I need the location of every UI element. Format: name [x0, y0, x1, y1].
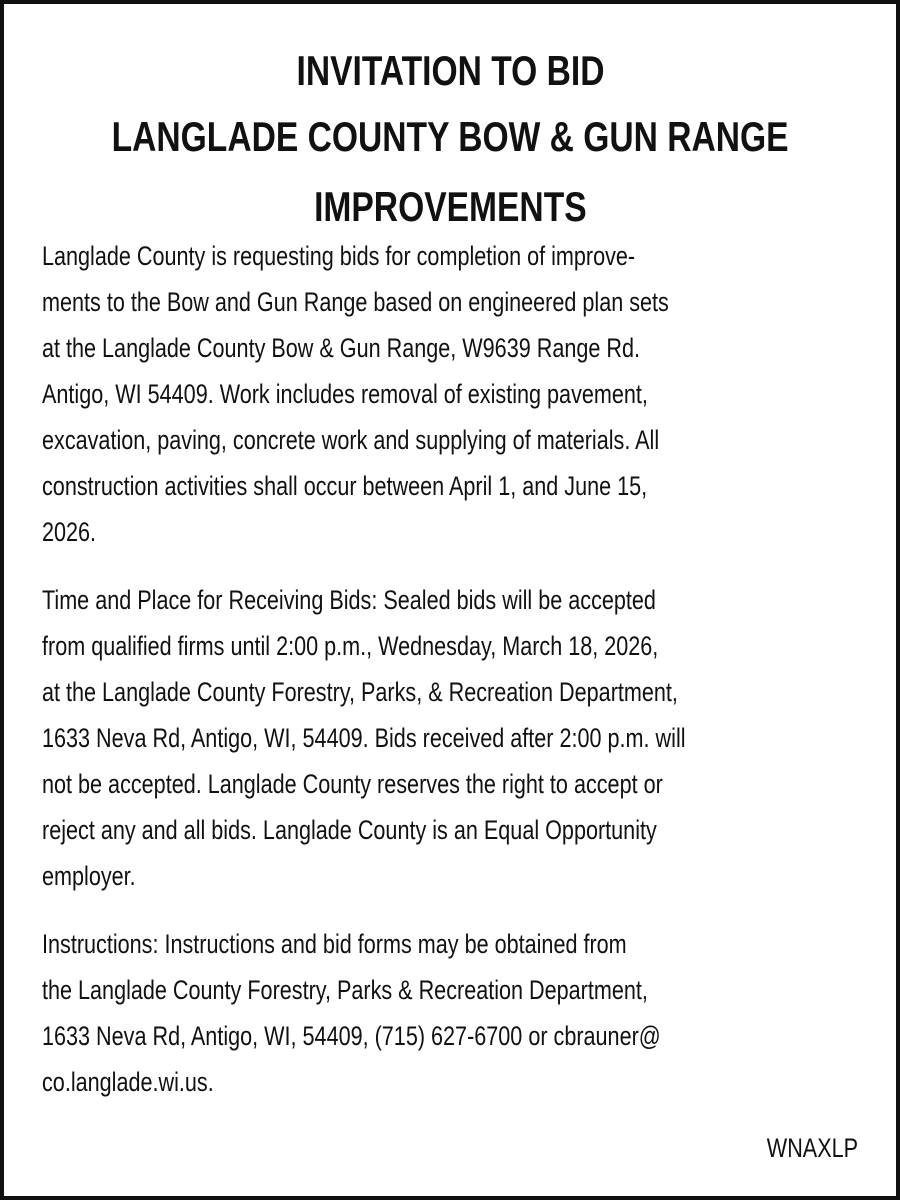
paragraph-line: not be accepted. Langlade County reserves the right to accept or: [42, 769, 663, 799]
title-line-1: [4, 46, 896, 96]
paragraph-line: ments to the Bow and Gun Range based on engineered plan sets: [42, 287, 669, 317]
paragraph-line: 1633 Neva Rd, Antigo, WI, 54409, (715) 627-6700 or cbrauner@: [42, 1021, 661, 1051]
paragraph-line: employer.: [42, 861, 136, 891]
paragraph-line: at the Langlade County Bow & Gun Range, W9639 Range Rd.: [42, 333, 640, 363]
publication-code: WNAXLP: [766, 1133, 858, 1163]
paragraph-line: 2026.: [42, 517, 97, 547]
paragraph-line: excavation, paving, concrete work and supplying of materials. All: [42, 425, 660, 455]
paragraph-line: Antigo, WI 54409. Work includes removal of existing pavement,: [42, 379, 648, 409]
paragraph-line: from qualified firms until 2:00 p.m., Wednesday, March 18, 2026,: [42, 631, 659, 661]
paragraph-line: reject any and all bids. Langlade County is an Equal Opportunity: [42, 815, 657, 845]
title-text: INVITATION TO BID: [296, 47, 604, 94]
paragraph-line: Time and Place for Receiving Bids: Sealed bids will be accepted: [42, 585, 656, 615]
paragraph-line: Instructions: Instructions and bid forms may be obtained from: [42, 929, 627, 959]
title-line-3: [4, 182, 896, 232]
title-line-2: [4, 112, 896, 162]
title-text: LANGLADE COUNTY BOW & GUN RANGE: [111, 113, 789, 160]
paragraph-line: Langlade County is requesting bids for completion of improve-: [42, 241, 636, 271]
paragraph-line: construction activities shall occur between April 1, and June 15,: [42, 471, 648, 501]
paragraph-line: at the Langlade County Forestry, Parks, & Recreation Department,: [42, 677, 678, 707]
title-text: IMPROVEMENTS: [313, 183, 587, 230]
paragraph-line: 1633 Neva Rd, Antigo, WI, 54409. Bids received after 2:00 p.m. will: [42, 723, 686, 753]
paragraph-line: co.langlade.wi.us.: [42, 1067, 214, 1097]
paragraph-line: the Langlade County Forestry, Parks & Recreation Department,: [42, 975, 648, 1005]
